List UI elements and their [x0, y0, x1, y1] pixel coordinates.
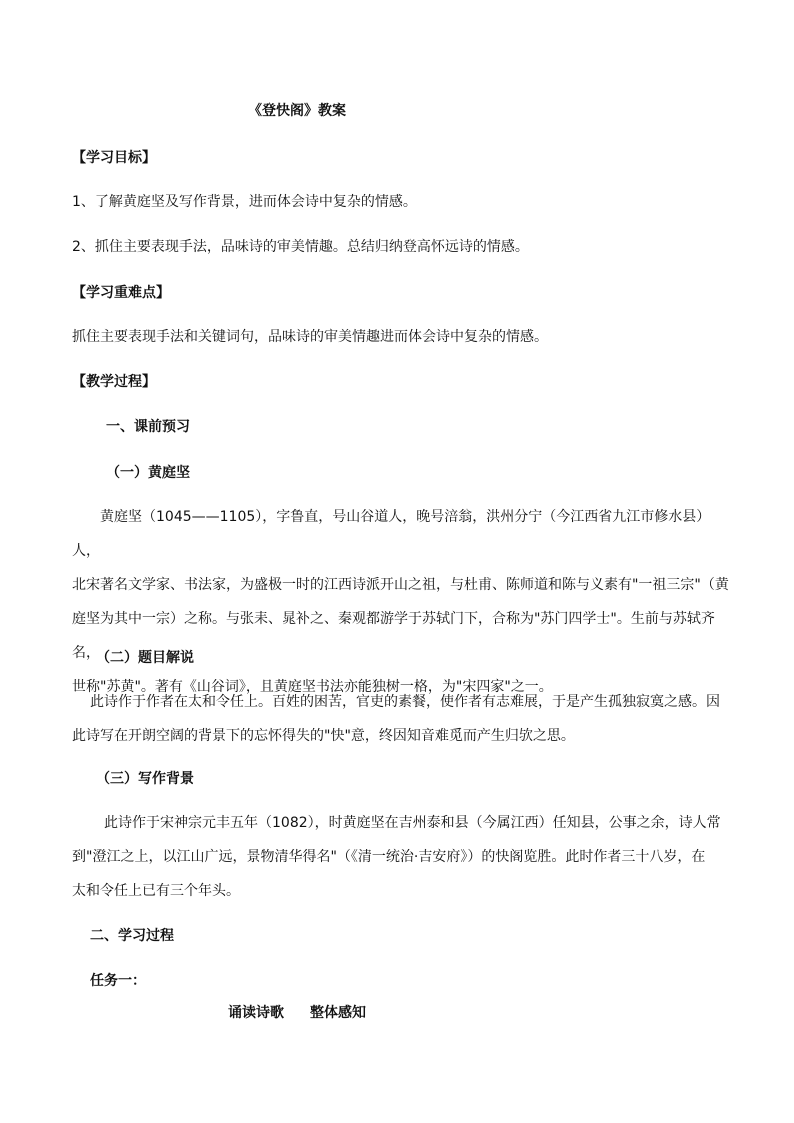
keypoints-heading: 【学习重难点】: [72, 285, 170, 301]
sec3-paragraph: [72, 806, 732, 908]
part2-heading: 二、学习过程: [90, 928, 174, 944]
sec1-heading: （一）黄庭坚: [106, 465, 190, 481]
goal-item-2: 2、抓住主要表现手法，品味诗的审美情趣。总结归纳登高怀远诗的情感。: [72, 239, 529, 255]
keypoints-text: 抓住主要表现手法和关键词句，品味诗的审美情趣进而体会诗中复杂的情感。: [72, 329, 548, 345]
sec1-line-2: 北宋著名文学家、书法家，为盛极一时的江西诗派开山之祖，与杜甫、陈师道和陈与义素有"一祖三宗"（黄: [72, 577, 729, 593]
doc-title: 《登快阁》教案: [248, 103, 346, 119]
sec3-line-3: 太和令任上已有三个年头。: [72, 883, 240, 899]
sec2-paragraph: [72, 685, 732, 753]
sec2-line-2: 此诗写在开朗空阔的背景下的忘怀得失的"快"意，终因知音难觅而产生归欤之思。: [72, 728, 575, 744]
sec3-line-1: 此诗作于宋神宗元丰五年（1082），时黄庭坚在吉州泰和县（今属江西）任知县，公事之余，诗人常: [104, 815, 721, 831]
sec3-line-2: 到"澄江之上，以江山广远，景物清华得名"（《清一统治·吉安府》）的快阁览胜。此时作者三十八岁，在: [72, 849, 706, 865]
sec2-heading: （二）题目解说: [96, 650, 194, 666]
sec2-line-1: 此诗作于作者在太和令任上。百姓的困苦，官吏的素餐，使作者有志难展，于是产生孤独寂寞之感。因: [90, 694, 720, 710]
sec1-line-4: 世称"苏黄"。著有《山谷词》，且黄庭坚书法亦能独树一格，为"宋四家"之一。: [72, 679, 553, 695]
goals-heading: 【学习目标】: [72, 150, 156, 166]
process-heading: 【教学过程】: [72, 374, 156, 390]
sec1-line-3: 庭坚为其中一宗）之称。与张耒、晁补之、秦观都游学于苏轼门下，合称为"苏门四学士"。生前与苏轼齐名，: [72, 611, 715, 661]
task-item-2: 整体感知: [310, 1005, 366, 1021]
sec3-heading: （三）写作背景: [96, 771, 194, 787]
goal-item-1: 1、了解黄庭坚及写作背景，进而体会诗中复杂的情感。: [72, 194, 417, 210]
sec1-paragraph: [72, 500, 732, 704]
sec1-line-1: 黄庭坚（1045——1105），字鲁直，号山谷道人，晚号涪翁，洪州分宁（今江西省九江市修水县）人，: [72, 509, 711, 559]
task-item-1: 诵读诗歌: [228, 1005, 284, 1021]
part1-heading: 一、课前预习: [106, 419, 190, 435]
task-label: 任务一：: [90, 973, 146, 989]
